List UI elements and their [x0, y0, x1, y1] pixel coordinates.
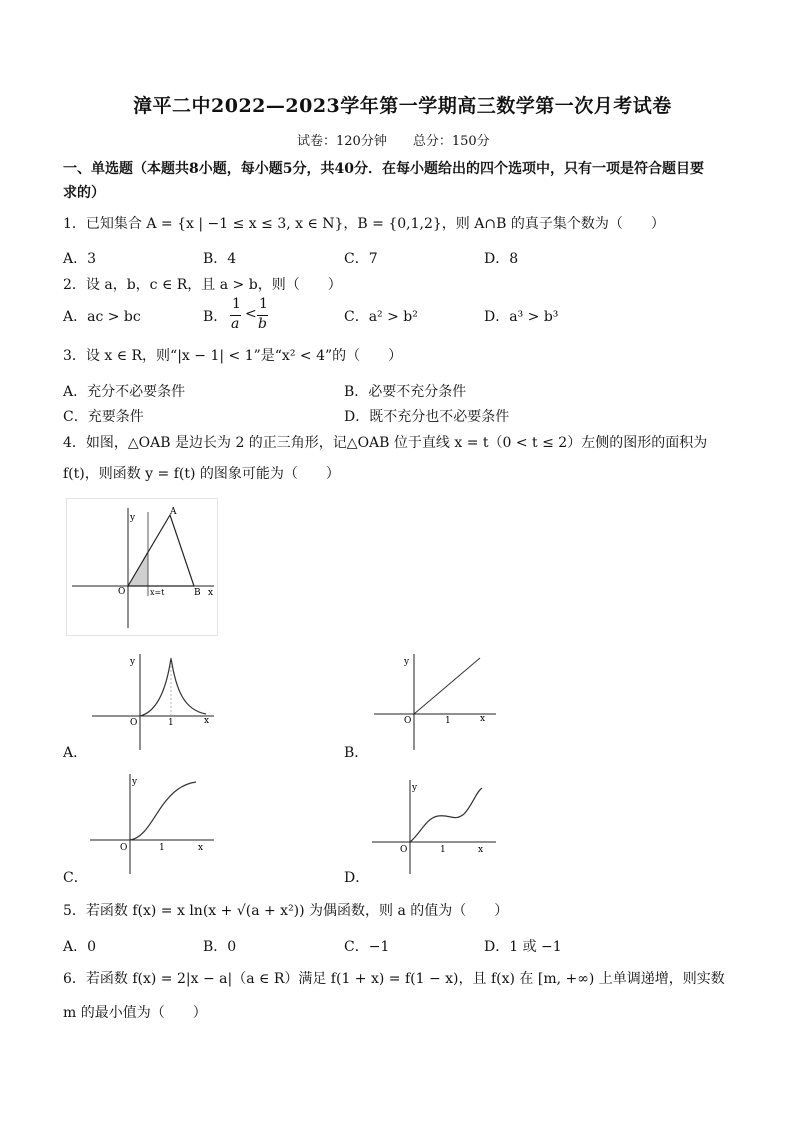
q4-option-d: D． [344, 870, 370, 886]
q4-graph-d [368, 776, 500, 876]
graph-b-label-y: y [404, 657, 410, 667]
q4-option-a: A． [63, 745, 88, 761]
graph-b-label-x: x [480, 714, 486, 724]
q2-option-b [203, 308, 227, 326]
exam-title: 漳平二中2022—2023学年第一学期高三数学第一次月考试卷 [133, 95, 672, 117]
q3-option-a: A．充分不必要条件 [63, 384, 186, 400]
q2-option-c: C．a² > b² [344, 309, 418, 325]
graph-d-label-o: O [400, 845, 408, 855]
graph-d-label-1: 1 [440, 845, 446, 855]
q1-option-a: A．3 [63, 251, 97, 267]
q2-fraction-expression [228, 296, 278, 336]
q5-stem: 5．若函数 f(x) = x ln(x + √(a + x²)) 为偶函数，则 a 的值为（ ） [63, 903, 509, 919]
graph-c-label-y: y [132, 777, 138, 787]
graph-b-curve [414, 658, 480, 714]
section-heading-line1: 一、单选题（本题共8小题，每小题5分，共40分．在每小题给出的四个选项中，只有一项是符合题目要 [63, 161, 704, 177]
q2-stem: 2．设 a，b，c ∈ R，且 a > b，则（ ） [63, 277, 342, 293]
q4-option-c: C． [63, 870, 88, 886]
graph-a-label-y: y [130, 657, 136, 667]
q4-figure-label-x: x [208, 588, 214, 598]
q1-option-b: B．4 [203, 251, 237, 267]
graph-d-label-y: y [412, 783, 418, 793]
graph-c-label-x: x [198, 843, 204, 853]
graph-a-label-1: 1 [168, 718, 174, 728]
q4-graph-b [368, 652, 500, 752]
q2-frac-num1: 1 [232, 296, 241, 312]
q2-option-d: D．a³ > b³ [484, 309, 559, 325]
q2-frac-den1: a [231, 316, 240, 332]
q1-option-d: D．8 [484, 251, 519, 267]
q5-option-d: D．1 或 −1 [484, 939, 562, 955]
q2-frac-rel: < [245, 306, 257, 322]
graph-c-label-1: 1 [159, 843, 165, 853]
q4-figure-label-y: y [130, 513, 136, 523]
q6-stem-line1: 6．若函数 f(x) = 2|x − a|（a ∈ R）满足 f(1 + x) = f(1 − x)，且 f(x) 在 [m, +∞) 上单调递增，则实数 [63, 971, 725, 987]
graph-a-label-x: x [204, 716, 210, 726]
q4-graph-c [86, 770, 218, 875]
q3-option-d: D．既不充分也不必要条件 [344, 409, 510, 425]
q4-stem-line2: f(t)，则函数 y = f(t) 的图象可能为（ ） [63, 466, 340, 482]
graph-d-label-x: x [478, 845, 484, 855]
q4-figure-label-xt: x=t [150, 588, 165, 597]
q2-option-a: A．ac > bc [63, 309, 141, 325]
graph-b-label-1: 1 [445, 716, 451, 726]
graph-a-curve [140, 658, 206, 716]
q6-stem-line2: m 的最小值为（ ） [63, 1005, 207, 1021]
graph-d-curve [410, 788, 482, 842]
q3-option-c: C．充要条件 [63, 409, 144, 425]
q3-option-b: B．必要不充分条件 [344, 384, 467, 400]
exam-meta: 试卷：120分钟 总分：150分 [297, 134, 490, 149]
graph-c-curve [130, 782, 196, 840]
q3-stem: 3．设 x ∈ R，则“|x − 1| < 1”是“x² < 4”的（ ） [63, 348, 403, 364]
q4-figure-label-a: A [170, 507, 177, 517]
q1-stem: 1．已知集合 A = {x | −1 ≤ x ≤ 3, x ∈ N}，B = {0,1,2}，则 A∩B 的真子集个数为（ ） [63, 216, 665, 232]
q2-option-b-letter: B． [203, 309, 228, 325]
q4-figure-label-o: O [118, 587, 126, 597]
q4-option-b: B． [344, 745, 369, 761]
graph-b-label-o: O [404, 716, 412, 726]
q4-graph-a [86, 652, 218, 752]
q1-option-c: C．7 [344, 251, 378, 267]
section-heading-line2: 求的） [63, 185, 105, 201]
q5-option-c: C．−1 [344, 939, 390, 955]
q5-option-a: A．0 [63, 939, 97, 955]
q5-option-b: B．0 [203, 939, 237, 955]
q4-triangle-figure [66, 498, 218, 636]
graph-a-label-o: O [130, 718, 138, 728]
q2-frac-num2: 1 [259, 296, 268, 312]
graph-c-label-o: O [120, 843, 128, 853]
q2-frac-den2: b [258, 316, 267, 332]
q4-figure-label-b: B [194, 588, 201, 598]
q4-stem-line1: 4．如图，△OAB 是边长为 2 的正三角形，记△OAB 位于直线 x = t（0 < t ≤ 2）左侧的图形的面积为 [63, 435, 708, 451]
